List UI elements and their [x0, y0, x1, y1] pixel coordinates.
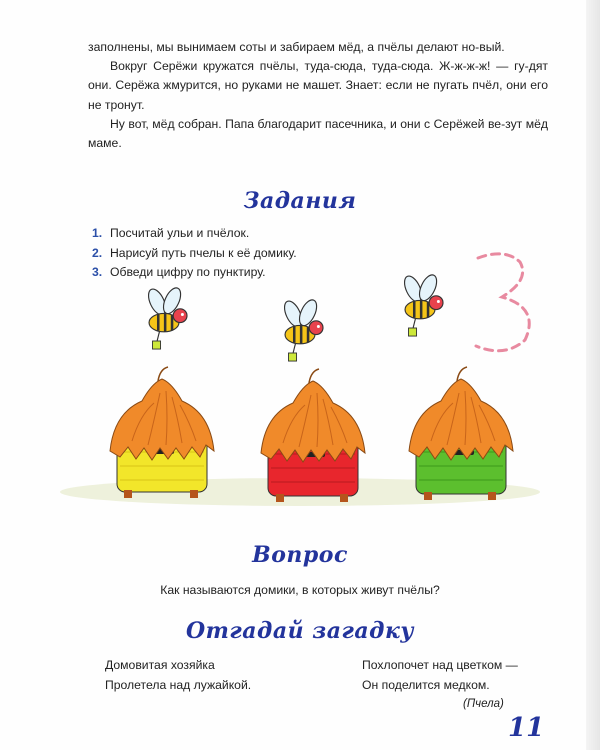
riddle-line: Похлопочет над цветком —: [362, 658, 518, 672]
riddle-line: Домовитая хозяйка: [105, 658, 215, 672]
task-number: 3.: [92, 265, 103, 280]
question-heading: Вопрос: [252, 542, 348, 568]
bee-icon: [281, 297, 323, 361]
question-text: Как называются домики, в которых живут пчёлы?: [160, 583, 440, 597]
hive-red: [261, 369, 365, 502]
story-paragraph-3: Ну вот, мёд собран. Папа благодарит пасечника, и они с Серёжей ве-зут мёд маме.: [88, 116, 548, 151]
story-line-1: заполнены, мы вынимаем соты и забираем мёд, а пчёлы делают но-вый.: [88, 40, 505, 54]
bee-icon: [401, 272, 443, 336]
task-text: Нарисуй путь пчелы к её домику.: [110, 245, 297, 260]
bee-icon: [145, 285, 187, 349]
tasks-heading: Задания: [243, 188, 357, 214]
task-number: 1.: [92, 226, 103, 240]
riddle-right-column: [362, 655, 518, 695]
page-number: 11: [508, 713, 545, 743]
riddle-answer: (Пчела): [463, 698, 504, 710]
hive-yellow: [110, 367, 214, 498]
hive-green: [409, 367, 513, 500]
story-paragraph-2: Вокруг Серёжи кружатся пчёлы, туда-сюда, туда-сюда. Ж-ж-ж-ж! — гу-дят они. Серёжа жмурится, но руками не машет. Знает: если не пугать пчёл, они его не тронут.: [88, 59, 548, 112]
task-number: 2.: [92, 245, 103, 260]
riddle-left-column: [105, 655, 251, 695]
riddle-line: Пролетела над лужайкой.: [105, 678, 252, 692]
dashed-digit-three: [476, 254, 529, 351]
task-text: Посчитай ульи и пчёлок.: [110, 226, 250, 240]
riddle-heading: Отгадай загадку: [185, 618, 415, 644]
riddle-line: Он поделится медком.: [362, 678, 490, 692]
task-text: Обведи цифру по пунктиру.: [110, 265, 266, 280]
